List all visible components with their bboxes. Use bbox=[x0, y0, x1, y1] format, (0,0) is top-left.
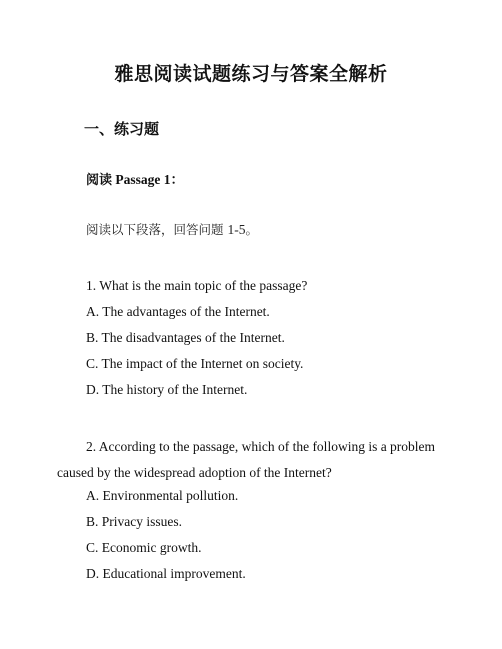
document-title: 雅思阅读试题练习与答案全解析 bbox=[114, 63, 388, 85]
question-1-option-b: B. The disadvantages of the Internet. bbox=[86, 330, 285, 345]
question-2-option-b: B. Privacy issues. bbox=[86, 514, 182, 529]
passage-label bbox=[86, 170, 184, 191]
question-1-option-c: C. The impact of the Internet on society. bbox=[86, 356, 304, 371]
instruction-text bbox=[86, 220, 258, 240]
question-1-option-a: A. The advantages of the Internet. bbox=[86, 304, 270, 319]
question-1-option-d: D. The history of the Internet. bbox=[86, 382, 248, 397]
instruction-range: 1-5 bbox=[227, 222, 246, 237]
question-2-option-d: D. Educational improvement. bbox=[86, 566, 246, 581]
question-2-option-a: A. Environmental pollution. bbox=[86, 488, 239, 503]
question-2: 2. According to the passage, which of the following is a problem caused by the widespread adoption of the Internet? bbox=[57, 439, 436, 480]
instruction-suffix: 。 bbox=[245, 222, 259, 237]
question-1: 1. What is the main topic of the passage? bbox=[86, 278, 308, 293]
section-heading: 一、练习题 bbox=[84, 120, 160, 138]
passage-label-prefix: 阅读 bbox=[86, 173, 113, 188]
passage-label-suffix: Passage 1： bbox=[112, 172, 185, 187]
instruction-prefix: 阅读以下段落，回答问题 bbox=[86, 222, 224, 237]
question-2-option-c: C. Economic growth. bbox=[86, 540, 202, 555]
